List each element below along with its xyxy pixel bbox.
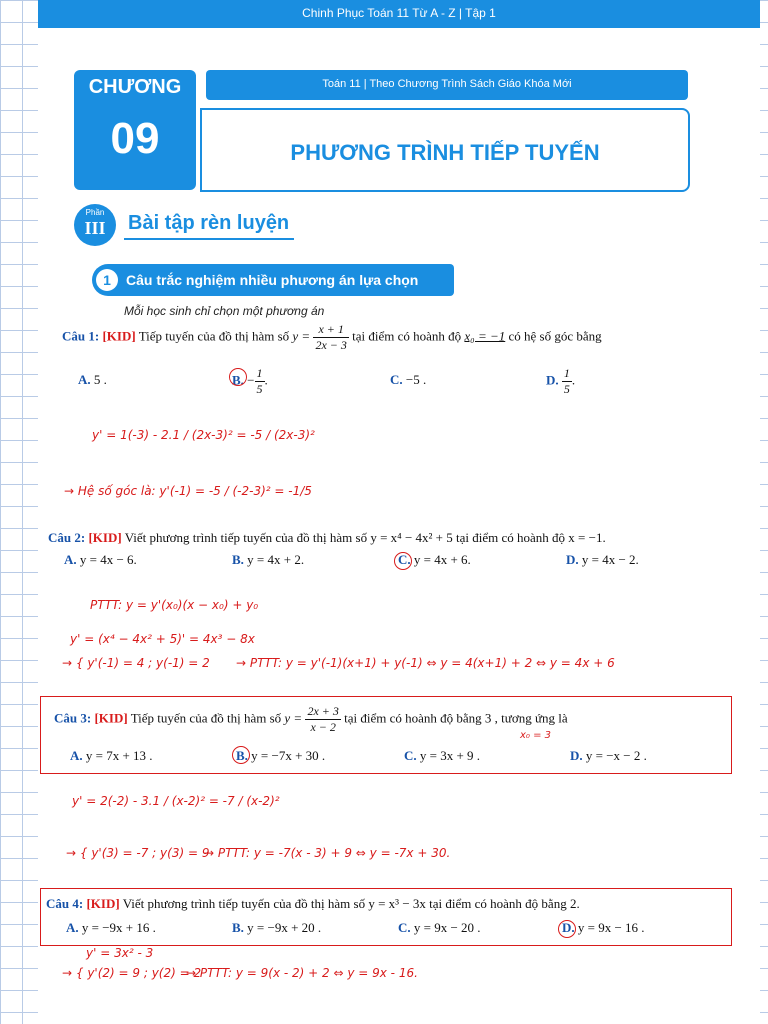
option-a[interactable]: A. y = 4x − 6. <box>64 552 137 567</box>
part-underline <box>124 238 294 240</box>
option-a[interactable]: A. 5 . <box>78 372 107 387</box>
answer-circle <box>229 368 247 386</box>
handwritten-line: → { y'(-1) = 4 ; y(-1) = 2 <box>62 656 210 670</box>
part-label: Phần <box>85 208 105 217</box>
handwritten-line: y' = (x⁴ − 4x² + 5)' = 4x³ − 8x <box>70 632 255 646</box>
option-c[interactable]: C. y = 9x − 20 . <box>398 920 481 935</box>
handwritten-line: PTTT: y = y'(x₀)(x − x₀) + y₀ <box>90 598 259 612</box>
handwritten-note: x₀ = 3 <box>520 730 552 741</box>
question-4 <box>46 896 580 912</box>
chapter-subtitle-bar <box>206 70 688 100</box>
chapter-title-box <box>200 108 690 192</box>
question-tag: [KID] <box>94 710 128 726</box>
function-lhs: y = <box>284 710 303 726</box>
option-d[interactable]: D. $\frac{1}{5}$ . <box>546 366 576 396</box>
handwritten-line: y' = 3x² - 3 <box>86 946 154 960</box>
function-fraction: $\frac{x + 1}{2x - 3}$ <box>315 322 347 352</box>
question-text: Viết phương trình tiếp tuyến của đồ thị hàm số y = x⁴ − 4x² + 5 tại điểm có hoành độ x = −1. <box>124 530 606 545</box>
question-text: Viết phương trình tiếp tuyến của đồ thị hàm số y = x³ − 3x tại điểm có hoành độ bằng 2. <box>122 896 580 911</box>
question-text: có hệ số góc bằng <box>508 328 602 344</box>
question-text: Tiếp tuyến của đồ thị hàm số <box>130 710 282 726</box>
handwritten-line: → PTTT: y = -7(x - 3) + 9 ⇔ y = -7x + 30. <box>204 846 451 860</box>
chapter-title: PHƯƠNG TRÌNH TIẾP TUYẾN <box>290 140 600 165</box>
question-number: Câu 4: <box>46 896 84 911</box>
question-tag: [KID] <box>102 328 136 344</box>
function-lhs: y = <box>292 328 311 344</box>
handwritten-line: → { y'(2) = 9 ; y(2) = 2 <box>62 966 202 980</box>
option-a[interactable]: A. y = −9x + 16 . <box>66 920 156 935</box>
option-d[interactable]: D. y = 9x − 16 . <box>562 920 645 935</box>
question-number: Câu 2: <box>48 530 86 545</box>
handwritten-line: → PTTT: y = y'(-1)(x+1) + y(-1) ⇔ y = 4(x+1) + 2 ⇔ y = 4x + 6 <box>236 656 615 670</box>
question-condition: x₀ = −1 <box>464 328 506 344</box>
chapter-number: 09 <box>110 114 160 163</box>
question-3 <box>54 704 568 735</box>
handwritten-line: → PTTT: y = 9(x - 2) + 2 ⇔ y = 9x - 16. <box>186 966 418 980</box>
book-header <box>38 0 760 28</box>
chapter-subtitle: Toán 11 | Theo Chương Trình Sách Giáo Khóa Mới <box>322 78 572 90</box>
option-c[interactable]: C. y = 4x + 6. <box>398 552 471 567</box>
book-title: Chinh Phục Toán 11 Từ A - Z | Tập 1 <box>302 6 496 20</box>
handwritten-line: y' = 2(-2) - 3.1 / (x-2)² = -7 / (x-2)² <box>72 794 280 808</box>
option-a[interactable]: A. y = 7x + 13 . <box>70 748 153 763</box>
section-instruction: Mỗi học sinh chỉ chọn một phương án <box>124 304 325 318</box>
option-d[interactable]: D. y = −x − 2 . <box>570 748 647 763</box>
answer-circle <box>232 746 250 764</box>
handwritten-line: y' = 1(-3) - 2.1 / (2x-3)² = -5 / (2x-3)² <box>92 428 315 442</box>
option-b[interactable]: B. y = 4x + 2. <box>232 552 305 567</box>
question-number: Câu 1: <box>62 328 100 344</box>
answer-circle <box>558 920 576 938</box>
question-tag: [KID] <box>88 530 122 545</box>
part-number: III <box>84 218 106 238</box>
question-tag: [KID] <box>86 896 120 911</box>
part-title: Bài tập rèn luyện <box>128 212 290 234</box>
option-b[interactable]: B. y = −7x + 30 . <box>236 748 326 763</box>
option-b[interactable]: B. − $\frac{1}{5}$ . <box>232 366 268 396</box>
function-fraction: $\frac{2x + 3}{x - 2}$ <box>307 704 339 734</box>
question-number: Câu 3: <box>54 710 92 726</box>
question-2 <box>44 528 610 548</box>
option-b[interactable]: B. y = −9x + 20 . <box>232 920 322 935</box>
option-d[interactable]: D. y = 4x − 2. <box>566 552 639 567</box>
question-text: tại điểm có hoành độ bằng 3 , tương ứng là <box>344 710 568 726</box>
option-c[interactable]: C. y = 3x + 9 . <box>404 748 481 763</box>
handwritten-line: → Hệ số góc là: y'(-1) = -5 / (-2-3)² = -1/5 <box>64 484 312 498</box>
question-text: Tiếp tuyến của đồ thị hàm số <box>138 328 290 344</box>
question-1 <box>62 322 602 353</box>
handwritten-line: → { y'(3) = -7 ; y(3) = 9 <box>66 846 210 860</box>
option-c[interactable]: C. −5 . <box>390 372 427 387</box>
question-text: tại điểm có hoành độ <box>352 328 462 344</box>
answer-circle <box>394 552 412 570</box>
section-title: Câu trắc nghiệm nhiều phương án lựa chọn <box>126 272 419 288</box>
section-number: 1 <box>96 269 118 291</box>
chapter-label: CHƯƠNG <box>88 76 182 98</box>
